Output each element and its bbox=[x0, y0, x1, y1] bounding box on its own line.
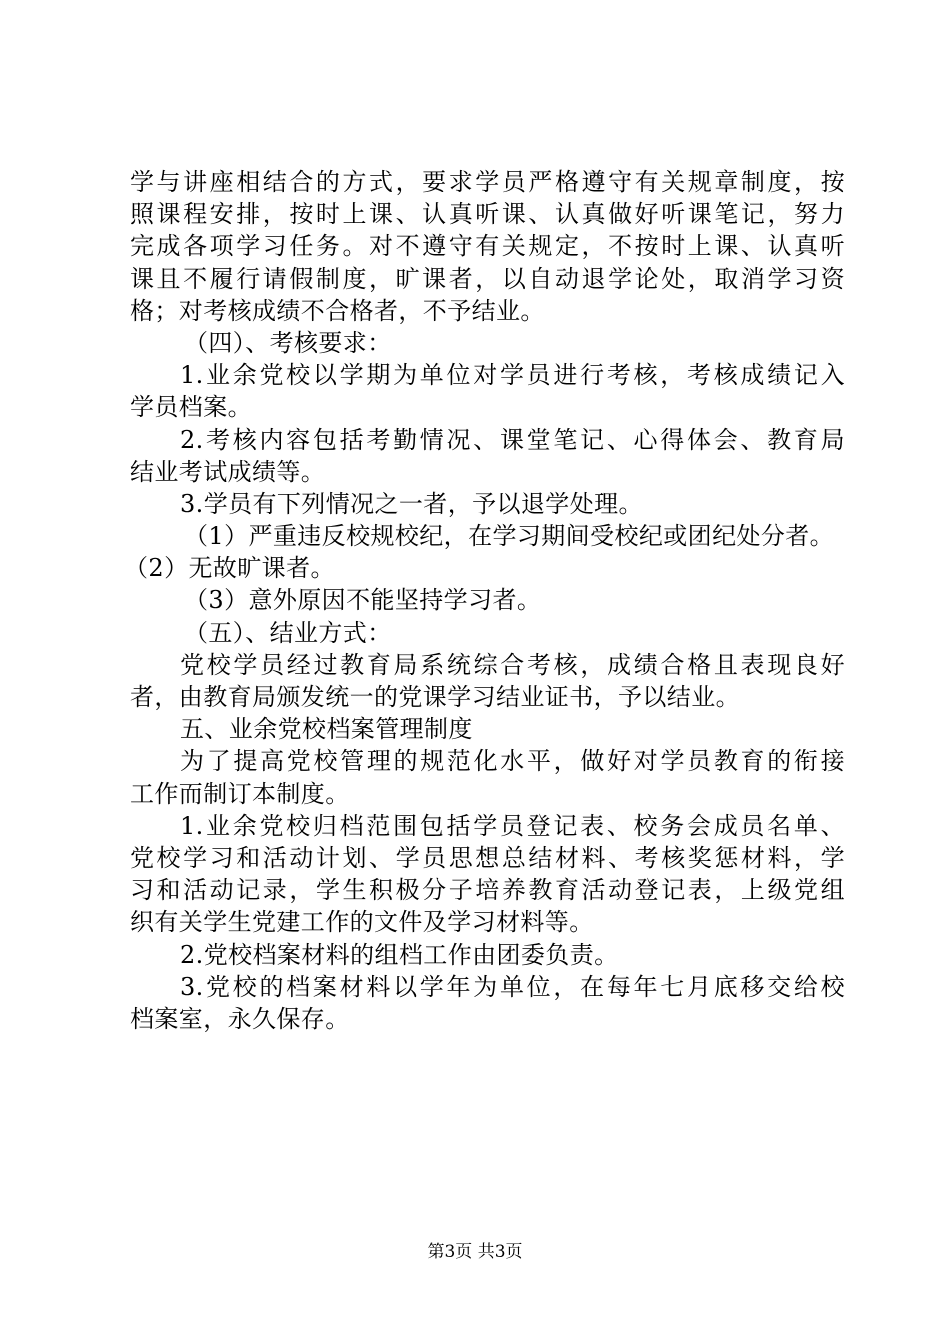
body-line: 学与讲座相结合的方式，要求学员严格遵守有关规章制度，按 bbox=[130, 168, 845, 196]
body-line: 课且不履行请假制度，旷课者，以自动退学论处，取消学习资 bbox=[130, 264, 845, 293]
list-item: （3）意外原因不能坚持学习者。 bbox=[184, 586, 542, 615]
list-item: （2）无故旷课者。 bbox=[124, 554, 335, 583]
body-line: 1.业余党校以学期为单位对学员进行考核，考核成绩记入 bbox=[180, 361, 845, 390]
body-line: 格；对考核成绩不合格者，不予结业。 bbox=[130, 296, 545, 325]
section-heading: （四）、考核要求： bbox=[184, 328, 392, 357]
body-line: 完成各项学习任务。对不遵守有关规定，不按时上课、认真听 bbox=[130, 232, 845, 261]
section-heading: （五）、结业方式： bbox=[184, 618, 392, 647]
body-line: 1.业余党校归档范围包括学员登记表、校务会成员名单、 bbox=[180, 811, 845, 840]
body-line: 为了提高党校管理的规范化水平，做好对学员教育的衔接 bbox=[180, 747, 845, 776]
body-line: 结业考试成绩等。 bbox=[130, 457, 326, 486]
body-line: 2.党校档案材料的组档工作由团委负责。 bbox=[180, 940, 619, 969]
body-line: 习和活动记录，学生积极分子培养教育活动登记表，上级党组 bbox=[130, 876, 845, 905]
body-line: 2.考核内容包括考勤情况、课堂笔记、心得体会、教育局 bbox=[180, 425, 845, 454]
body-line: 工作而制订本制度。 bbox=[130, 779, 350, 808]
body-line: 党校学习和活动计划、学员思想总结材料、考核奖惩材料，学 bbox=[130, 843, 845, 872]
body-line: 学员档案。 bbox=[130, 393, 252, 422]
list-item: （1）严重违反校规校纪，在学习期间受校纪或团纪处分者。 bbox=[184, 522, 835, 551]
section-heading: 五、业余党校档案管理制度 bbox=[180, 715, 473, 744]
document-body bbox=[124, 166, 845, 1035]
body-line: 3.党校的档案材料以学年为单位，在每年七月底移交给校 bbox=[180, 972, 845, 1001]
body-line: 3.学员有下列情况之一者，予以退学处理。 bbox=[180, 489, 643, 518]
body-line: 党校学员经过教育局系统综合考核，成绩合格且表现良好 bbox=[180, 650, 845, 679]
body-line: 照课程安排，按时上课、认真听课、认真做好听课笔记，努力 bbox=[130, 200, 845, 229]
body-line: 织有关学生党建工作的文件及学习材料等。 bbox=[130, 908, 594, 937]
page-number-footer: 第3页 共3页 bbox=[427, 1242, 523, 1262]
body-line: 者，由教育局颁发统一的党课学习结业证书，予以结业。 bbox=[130, 683, 740, 711]
body-line: 档案室，永久保存。 bbox=[130, 1004, 350, 1033]
